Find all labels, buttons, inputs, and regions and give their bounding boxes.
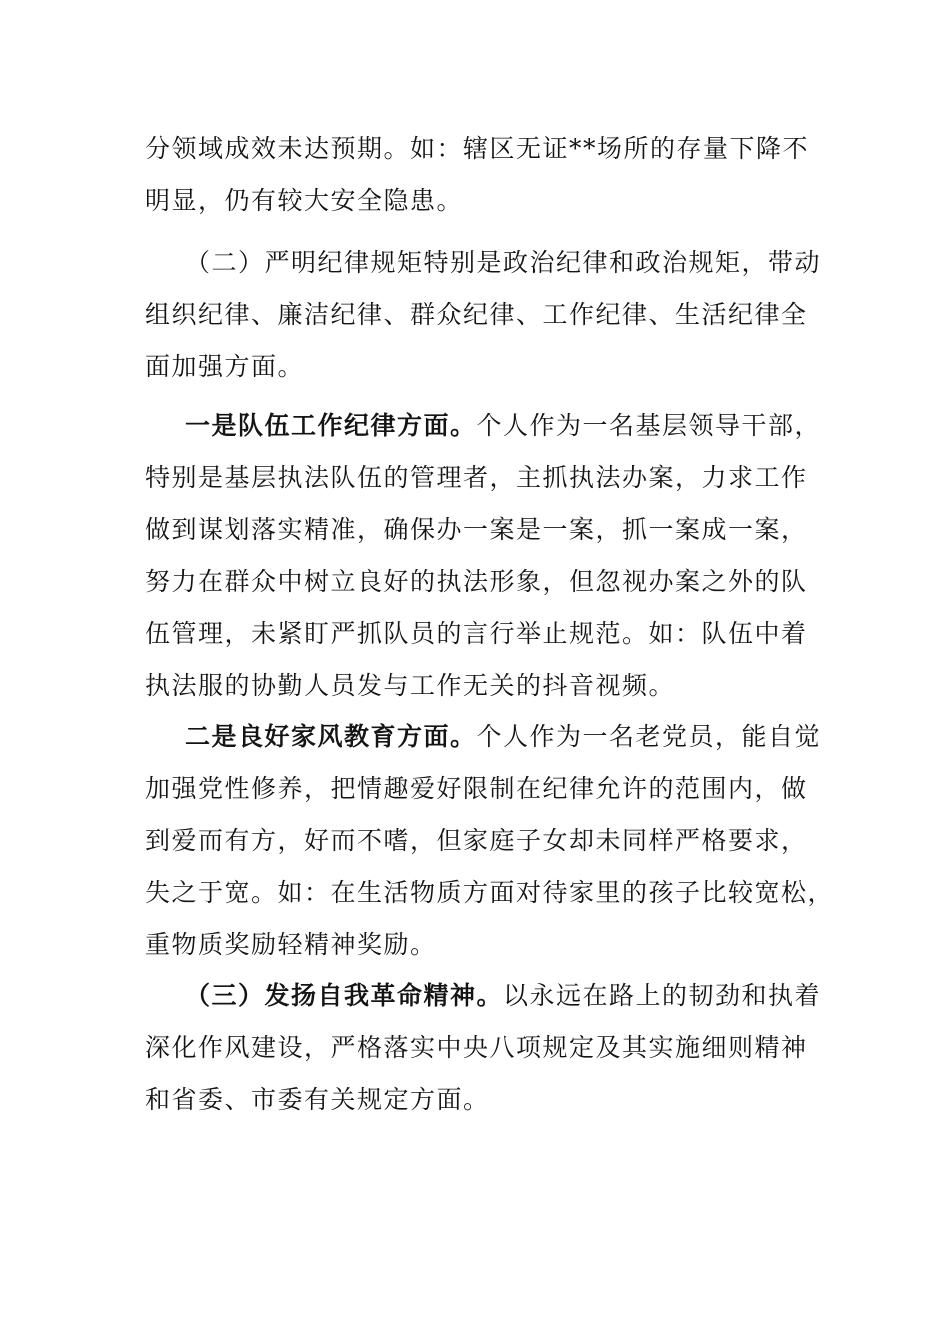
paragraph-heading: （三）发扬自我革命精神。 [185, 981, 504, 1010]
paragraph-first-line [145, 970, 822, 1022]
paragraph-1 [145, 123, 810, 227]
paragraph-line: 面加强方面。 [145, 352, 305, 381]
paragraph-line: 努力在群众中树立良好的执法形象，但忽视办案之外的队 [145, 567, 808, 596]
paragraph-line: 重物质奖励轻精神奖励。 [145, 930, 437, 959]
paragraph-4 [145, 711, 835, 971]
paragraph-line: 特别是基层执法队伍的管理者，主抓执法办案，力求工作 [145, 463, 808, 492]
paragraph-line: 个人作为一名老党员，能自觉 [476, 722, 822, 751]
paragraph-line: 明显，仍有较大安全隐患。 [145, 186, 464, 215]
paragraph-line: 深化作风建设，严格落实中央八项规定及其实施细则精神 [145, 1033, 808, 1062]
paragraph-heading: 一是队伍工作纪律方面。 [185, 411, 477, 440]
paragraph-line: 到爱而有方，好而不嗜，但家庭子女却未同样严格要求， [145, 826, 808, 855]
paragraph-line: 失之于宽。如：在生活物质方面对待家里的孩子比较宽松， [145, 878, 835, 907]
paragraph-line: 伍管理，未紧盯严抓队员的言行举止规范。如：队伍中着 [145, 619, 808, 648]
paragraph-first-line [145, 400, 822, 452]
paragraph-line: （二）严明纪律规矩特别是政治纪律和政治规矩，带动 [185, 248, 822, 277]
paragraph-line: 做到谋划落实精准，确保办一案是一案，抓一案成一案， [145, 515, 808, 544]
paragraph-line: 组织纪律、廉洁纪律、群众纪律、工作纪律、生活纪律全 [145, 300, 808, 329]
paragraph-line: 和省委、市委有关规定方面。 [145, 1085, 490, 1114]
paragraph-line: 分领域成效未达预期。如：辖区无证**场所的存量下降不 [145, 134, 810, 163]
paragraph-line: 以永远在路上的韧劲和执着 [503, 981, 822, 1010]
paragraph-3 [145, 400, 822, 712]
paragraph-line: 加强党性修养，把情趣爱好限制在纪律允许的范围内，做 [145, 774, 808, 803]
paragraph-heading: 二是良好家风教育方面。 [185, 722, 477, 751]
paragraph-line: 执法服的协勤人员发与工作无关的抖音视频。 [145, 671, 676, 700]
paragraph-line: 个人作为一名基层领导干部， [476, 411, 822, 440]
paragraph-2 [145, 237, 822, 393]
paragraph-5 [145, 970, 822, 1126]
paragraph-first-line [145, 711, 822, 763]
